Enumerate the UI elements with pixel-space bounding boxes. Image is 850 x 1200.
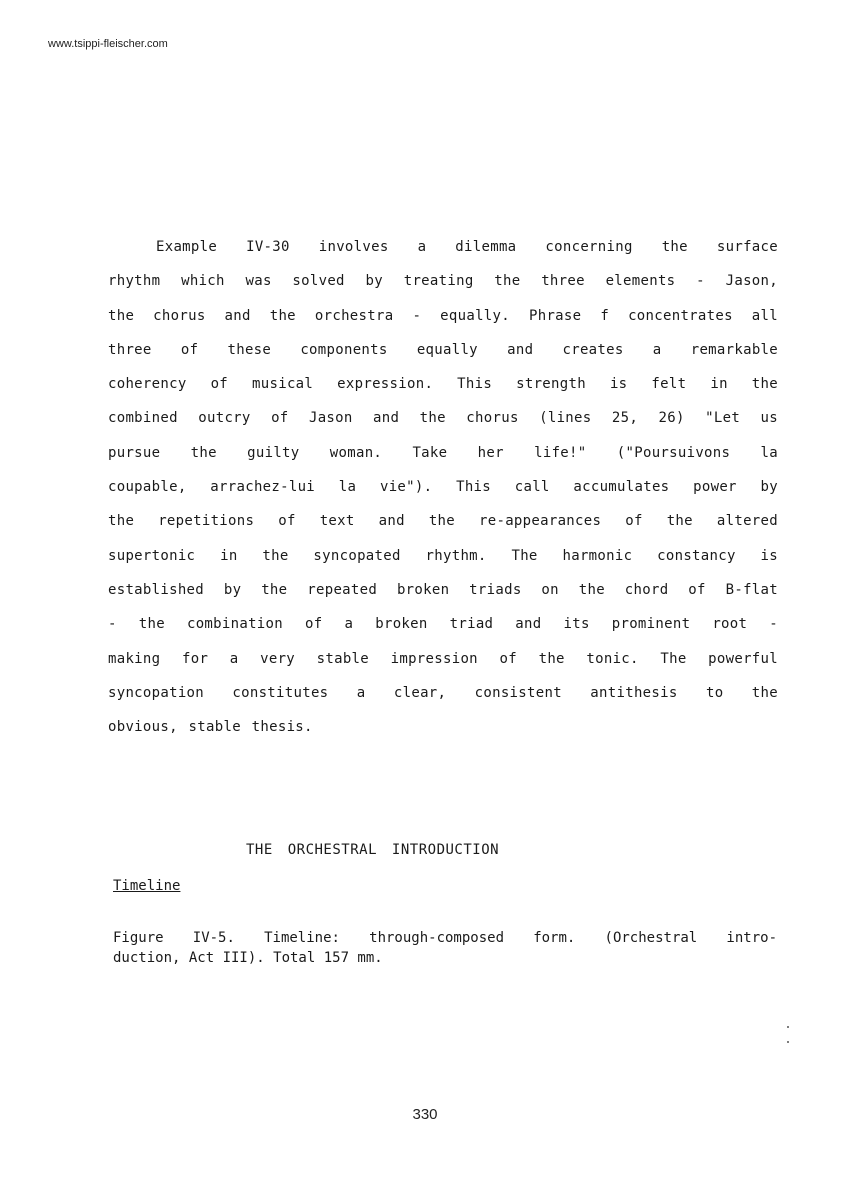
subheading: Timeline — [113, 878, 181, 894]
paragraph-line: obvious, stable thesis. — [108, 719, 313, 736]
header-url: www.tsippi-fleischer.com — [48, 38, 168, 50]
caption-line: duction, Act III). Total 157 mm. — [113, 950, 383, 966]
paragraph-line: rhythm which was solved by treating the three elements - Jason, — [108, 273, 778, 290]
page-number: 330 — [412, 1106, 438, 1123]
section-heading: THE ORCHESTRAL INTRODUCTION — [246, 842, 500, 858]
paragraph-line: established by the repeated broken triads on the chord of B-flat — [108, 581, 778, 598]
paragraph-line: coupable, arrachez-lui la vie"). This call accumulates power by — [108, 479, 778, 496]
paragraph-line: three of these components equally and creates a remarkable — [108, 341, 778, 358]
paragraph-line: the chorus and the orchestra - equally. Phrase f concentrates all — [108, 307, 778, 324]
scan-speck — [787, 1041, 789, 1043]
caption-line: Figure IV-5. Timeline: through-composed form. (Orchestral intro- — [113, 930, 777, 946]
paragraph-line: Example IV-30 involves a dilemma concerning the surface — [156, 239, 778, 255]
figure-caption — [113, 928, 777, 968]
paragraph-line: coherency of musical expression. This strength is felt in the — [108, 376, 778, 393]
paragraph-line: syncopation constitutes a clear, consistent antithesis to the — [108, 684, 778, 701]
paragraph-line: the repetitions of text and the re-appearances of the altered — [108, 513, 778, 530]
paragraph-line: making for a very stable impression of the tonic. The powerful — [108, 650, 778, 667]
paragraph-line: pursue the guilty woman. Take her life!" ("Poursuivons la — [108, 444, 778, 461]
paragraph-line: supertonic in the syncopated rhythm. The harmonic constancy is — [108, 547, 778, 564]
body-paragraph — [108, 236, 778, 750]
scan-speck — [787, 1026, 789, 1028]
paragraph-line: combined outcry of Jason and the chorus (lines 25, 26) "Let us — [108, 410, 778, 427]
paragraph-line: - the combination of a broken triad and its prominent root - — [108, 616, 778, 633]
